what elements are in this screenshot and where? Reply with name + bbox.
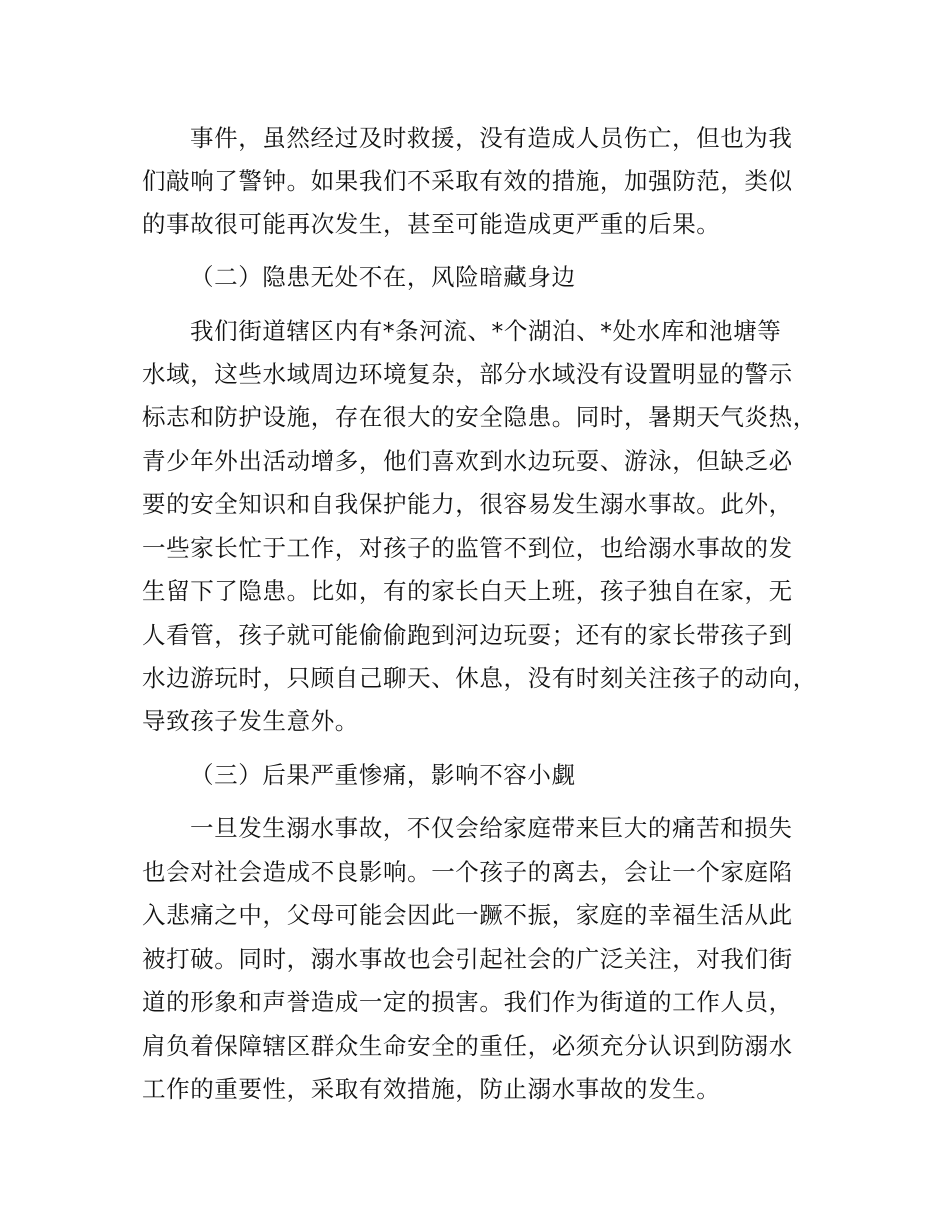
text-line: 导致孩子发生意外。 [142,707,359,735]
text-line: 肩负着保障辖区群众生命安全的重任，必须充分认识到防溺水 [142,1032,793,1060]
text-line: 标志和防护设施，存在很大的安全隐患。同时，暑期天气炎热， [142,403,817,431]
text-line: 被打破。同时，溺水事故也会引起社会的广泛关注，对我们街 [142,945,793,973]
text-line: 也会对社会造成不良影响。一个孩子的离去，会让一个家庭陷 [142,858,793,886]
text-line: 水域，这些水域周边环境复杂，部分水域没有设置明显的警示 [142,360,793,388]
section-heading: （二）隐患无处不在，风险暗藏身边 [190,263,576,291]
text-line: 要的安全知识和自我保护能力，很容易发生溺水事故。此外， [142,490,793,518]
text-line: 青少年外出活动增多，他们喜欢到水边玩耍、游泳，但缺乏必 [142,447,793,475]
text-line: 的事故很可能再次发生，甚至可能造成更严重的后果。 [142,210,721,238]
text-line: 一些家长忙于工作，对孩子的监管不到位，也给溺水事故的发 [142,534,793,562]
text-line: 入悲痛之中，父母可能会因此一蹶不振，家庭的幸福生活从此 [142,901,793,929]
text-line: 们敲响了警钟。如果我们不采取有效的措施，加强防范，类似 [142,167,793,195]
text-line: 事件，虽然经过及时救援，没有造成人员伤亡，但也为我 [190,124,793,152]
text-line: 我们街道辖区内有*条河流、*个湖泊、*处水库和池塘等 [190,317,782,345]
text-line: 水边游玩时，只顾自己聊天、休息，没有时刻关注孩子的动向， [142,664,817,692]
text-line: 生留下了隐患。比如，有的家长白天上班，孩子独自在家，无 [142,577,793,605]
text-line: 道的形象和声誉造成一定的损害。我们作为街道的工作人员， [142,988,793,1016]
text-line: 一旦发生溺水事故，不仅会给家庭带来巨大的痛苦和损失 [190,814,793,842]
text-line: 人看管，孩子就可能偷偷跑到河边玩耍；还有的家长带孩子到 [142,621,793,649]
section-heading: （三）后果严重惨痛，影响不容小觑 [190,761,576,789]
text-line: 工作的重要性，采取有效措施，防止溺水事故的发生。 [142,1075,721,1103]
